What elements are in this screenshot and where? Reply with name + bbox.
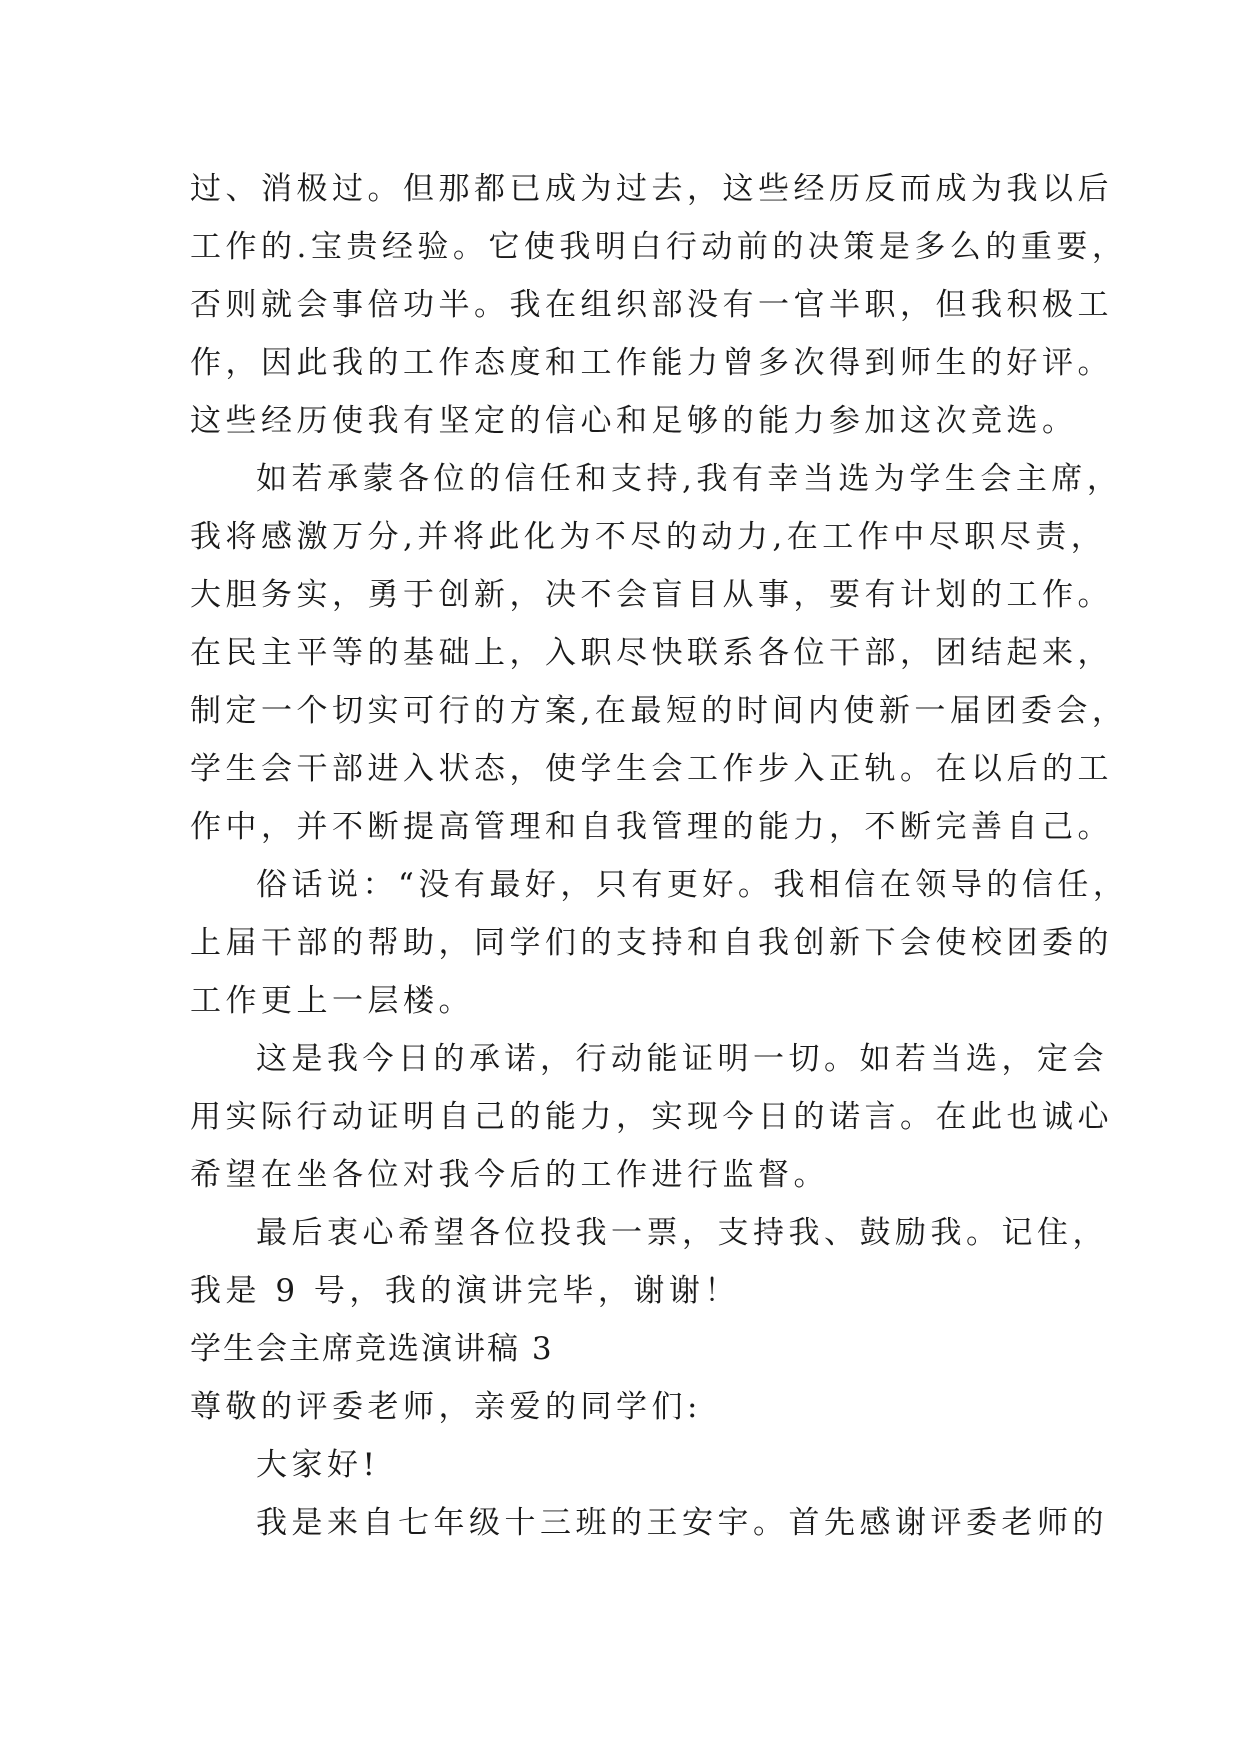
- paragraph-start-line: 如若承蒙各位的信任和支持,我有幸当选为学生会主席，: [256, 461, 1123, 497]
- text-line: 过、消极过。但那都已成为过去，这些经历反而成为我以后: [190, 171, 1113, 207]
- text-line: 工作更上一层楼。: [190, 983, 474, 1019]
- text-line: 希望在坐各位对我今后的工作进行监督。: [190, 1157, 829, 1193]
- text-line: 工作的.宝贵经验。它使我明白行动前的决策是多么的重要，: [190, 229, 1128, 265]
- text-line: 用实际行动证明自己的能力，实现今日的诺言。在此也诚心: [190, 1099, 1113, 1135]
- text-line: 这些经历使我有坚定的信心和足够的能力参加这次竞选。: [190, 403, 1078, 439]
- text-line: 大胆务实，勇于创新，决不会盲目从事，要有计划的工作。: [190, 577, 1113, 613]
- text-line: 作，因此我的工作态度和工作能力曾多次得到师生的好评。: [190, 345, 1113, 381]
- text-line: 在民主平等的基础上，入职尽快联系各位干部，团结起来，: [190, 635, 1113, 671]
- paragraph-start-line: 我是来自七年级十三班的王安宇。首先感谢评委老师的: [256, 1505, 1108, 1541]
- paragraph-start-line: 俗话说：“没有最好，只有更好。我相信在领导的信任，: [256, 867, 1129, 903]
- text-line: 我将感激万分,并将此化为不尽的动力,在工作中尽职尽责，: [190, 519, 1107, 555]
- text-line: 学生会干部进入状态，使学生会工作步入正轨。在以后的工: [190, 751, 1113, 787]
- text-line: 上届干部的帮助，同学们的支持和自我创新下会使校团委的: [190, 925, 1113, 961]
- paragraph-start-line: 最后衷心希望各位投我一票，支持我、鼓励我。记住，: [256, 1215, 1108, 1251]
- text-line: 我是 9 号，我的演讲完毕，谢谢！: [190, 1273, 740, 1309]
- greeting-line: 大家好!: [256, 1447, 380, 1483]
- text-line: 作中，并不断提高管理和自我管理的能力，不断完善自己。: [190, 809, 1113, 845]
- text-line: 否则就会事倍功半。我在组织部没有一官半职，但我积极工: [190, 287, 1113, 323]
- section-heading: 学生会主席竞选演讲稿 3: [190, 1331, 554, 1367]
- paragraph-start-line: 这是我今日的承诺，行动能证明一切。如若当选，定会: [256, 1041, 1108, 1077]
- text-line: 制定一个切实可行的方案,在最短的时间内使新一届团委会，: [190, 693, 1128, 729]
- salutation-line: 尊敬的评委老师，亲爱的同学们:: [190, 1389, 702, 1425]
- document-body: [190, 160, 1129, 1552]
